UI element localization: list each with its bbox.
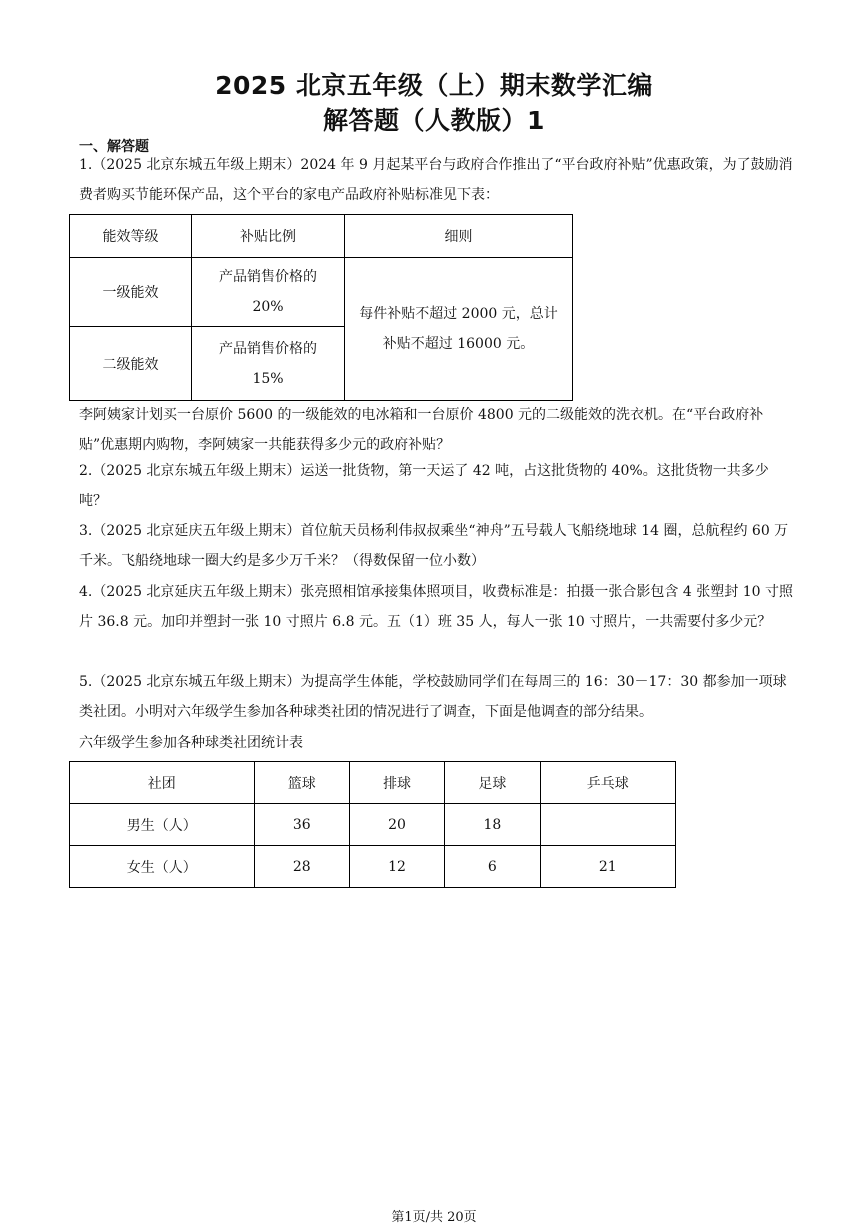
page-footer: 第1页/共 20页 xyxy=(391,1210,477,1225)
table-row xyxy=(70,258,573,327)
detail-cell xyxy=(345,258,573,401)
table-header-row xyxy=(70,215,573,258)
question-4-text: 4.（2025 北京延庆五年级上期末）张亮照相馆承接集体照项目，收费标准是：拍摄一张合影包含 4 张塑封 10 寸照片 36.8 元。加印并塑封一张 10 寸照片 6.8 元。五（1）班 35 人，每人一张 10 寸照片，一共需要付多少元？ xyxy=(79,584,793,630)
header-cell: 排球 xyxy=(349,762,444,804)
ratio-value: 20% xyxy=(252,299,284,315)
header-cell: 足球 xyxy=(445,762,540,804)
table-caption: 六年级学生参加各种球类社团统计表 xyxy=(79,735,303,751)
club-stats-table xyxy=(69,761,676,888)
section-heading: 一、解答题 xyxy=(79,139,149,155)
ratio-value: 15% xyxy=(252,370,284,387)
question-3-text: 3.（2025 北京延庆五年级上期末）首位航天员杨利伟叔叔乘坐“神舟”五号载人飞船绕地球 14 圈，总航程约 60 万千米。飞船绕地球一圈大约是多少万千米？（得数保留一位小数） xyxy=(79,523,789,569)
header-cell: 篮球 xyxy=(254,762,349,804)
question-1-text: 1.（2025 北京东城五年级上期末）2024 年 9 月起某平台与政府合作推出了“平台政府补贴”优惠政策，为了鼓励消费者购买节能环保产品，这个平台的家电产品政府补贴标准见下表： xyxy=(79,157,793,203)
table-header-row xyxy=(70,762,676,804)
table-cell xyxy=(540,804,675,846)
document-title: 2025 北京五年级（上）期末数学汇编 xyxy=(215,71,653,100)
ratio-label: 产品销售价格的 xyxy=(219,269,317,285)
detail-line: 每件补贴不超过 2000 元，总计 xyxy=(359,306,558,322)
table-row xyxy=(70,846,676,888)
ratio-label: 产品销售价格的 xyxy=(219,340,317,357)
table-row xyxy=(70,804,676,846)
row-label-cell: 男生（人） xyxy=(70,804,255,846)
row-label-cell: 女生（人） xyxy=(70,846,255,888)
document-subtitle: 解答题（人教版）1 xyxy=(323,106,545,135)
header-cell: 细则 xyxy=(345,215,573,258)
header-cell: 补贴比例 xyxy=(192,215,345,258)
table-cell: 18 xyxy=(445,804,540,846)
table-cell: 20 xyxy=(349,804,444,846)
table-cell: 36 xyxy=(254,804,349,846)
table-cell: 21 xyxy=(540,846,675,888)
question-1-followup: 李阿姨家计划买一台原价 5600 的一级能效的电冰箱和一台原价 4800 元的二级能效的洗衣机。在“平台政府补贴”优惠期内购物，李阿姨家一共能获得多少元的政府补贴？ xyxy=(79,407,764,453)
subsidy-table xyxy=(69,214,573,401)
ratio-cell xyxy=(192,327,345,401)
detail-line: 补贴不超过 16000 元。 xyxy=(382,336,535,352)
question-2-text: 2.（2025 北京东城五年级上期末）运送一批货物，第一天运了 42 吨，占这批货物的 40%。这批货物一共多少吨？ xyxy=(79,463,769,509)
table-cell: 12 xyxy=(349,846,444,888)
header-cell: 能效等级 xyxy=(70,215,192,258)
table-cell: 28 xyxy=(254,846,349,888)
level-cell: 一级能效 xyxy=(70,258,192,327)
ratio-cell xyxy=(192,258,345,327)
header-cell: 乒乓球 xyxy=(540,762,675,804)
header-cell: 社团 xyxy=(70,762,255,804)
question-5-text: 5.（2025 北京东城五年级上期末）为提高学生体能，学校鼓励同学们在每周三的 16：30－17：30 都参加一项球类社团。小明对六年级学生参加各种球类社团的情况进行了调查，下面是他调查的部分结果。 xyxy=(79,674,787,720)
table-cell: 6 xyxy=(445,846,540,888)
level-cell: 二级能效 xyxy=(70,327,192,401)
